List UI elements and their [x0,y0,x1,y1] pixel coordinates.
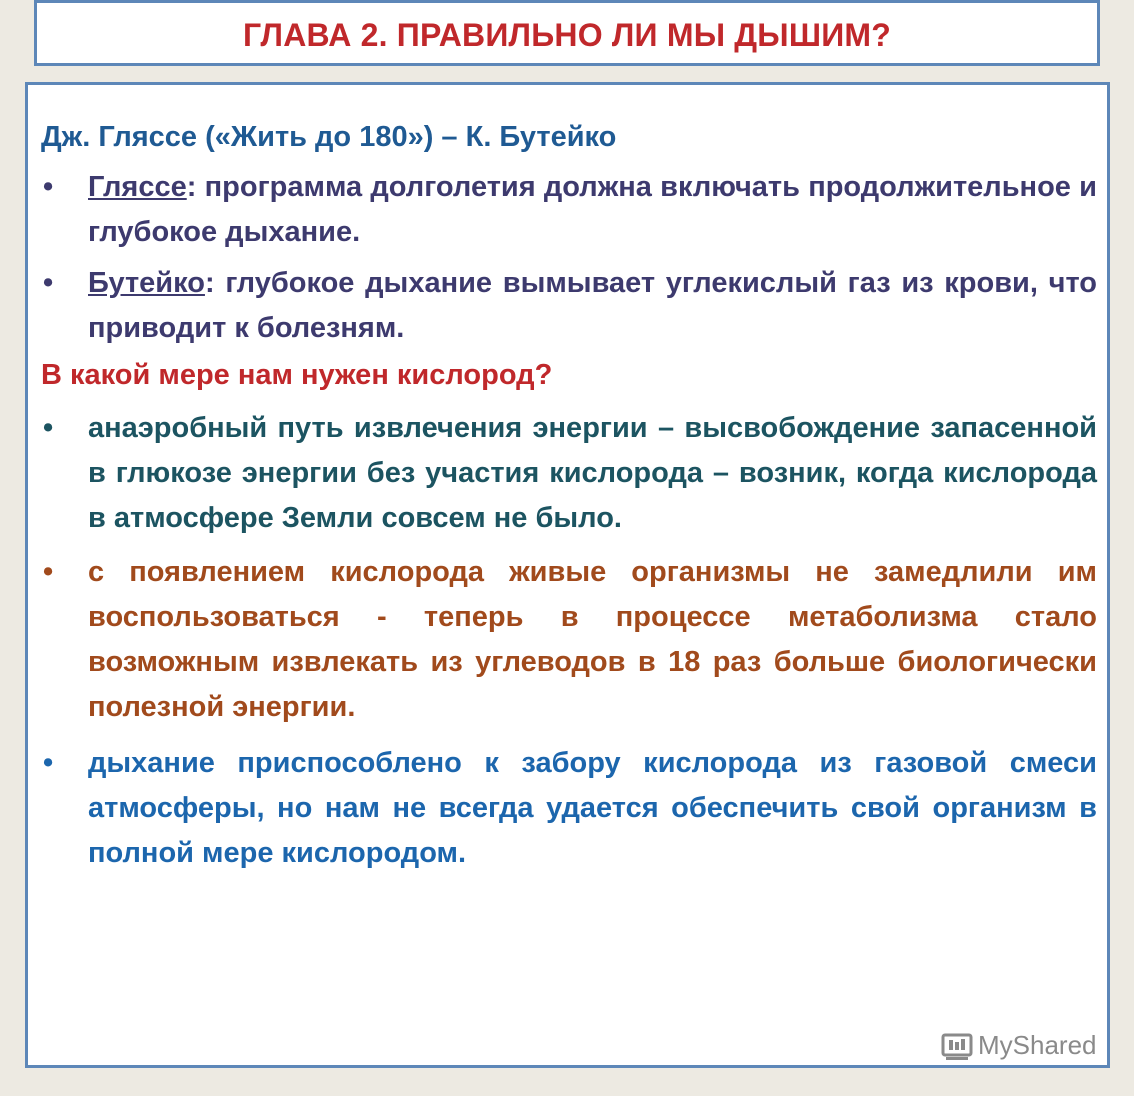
bullet-author-name: Гляссе [88,171,187,203]
bullet-buteyko [41,261,1097,351]
bullet-text: дыхание приспособлено к забору кислорода из газовой смеси атмосферы, но нам не всегда удается обеспечить свой организм в полной мере кислородом. [88,747,1097,869]
bullet-text: : глубокое дыхание вымывает углекислый газ из крови, что приводит к болезням. [88,267,1097,344]
content-body [41,115,1097,876]
mysharedlogo-icon [940,1031,974,1061]
bullet-dot: • [43,171,54,203]
bullet-author-name: Бутейко [88,267,205,299]
bullet-dot: • [43,267,54,299]
content-box [25,82,1110,1068]
bullet-text: анаэробный путь извлечения энергии – высвобождение запасенной в глюкозе энергии без участия кислорода – возник, когда кислорода в атмосфере Земли совсем не было. [88,412,1097,534]
title-box [34,0,1100,66]
watermark [940,1030,1097,1061]
question-heading: В какой мере нам нужен кислород? [41,359,553,391]
bullet-dot: • [43,412,54,444]
bullet-oxygen-appearance [41,550,1097,730]
watermark-text: MyShared [978,1030,1097,1060]
bullet-dot: • [43,747,54,779]
bullet-anaerobic [41,406,1097,541]
subtitle: Дж. Гляссе («Жить до 180») – К. Бутейко [41,121,617,153]
bullet-glyasse [41,165,1097,255]
bullet-text: с появлением кислорода живые организмы не замедлили им воспользоваться - теперь в процессе метаболизма стало возможным извлекать из углеводов в 18 раз больше биологически полезной энергии. [88,556,1097,723]
bullet-dot: • [43,556,54,588]
bullet-text: : программа долголетия должна включать продолжительное и глубокое дыхание. [88,171,1097,248]
page-title: ГЛАВА 2. ПРАВИЛЬНО ЛИ МЫ ДЫШИМ? [243,16,891,53]
bullet-breathing [41,741,1097,876]
